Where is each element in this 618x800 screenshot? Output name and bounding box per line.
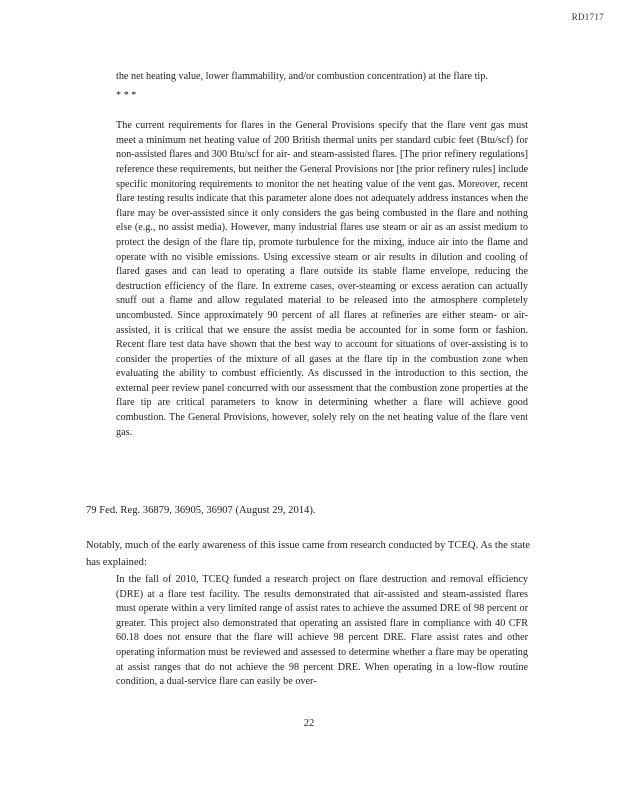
document-code: RD1717 xyxy=(571,12,604,22)
page-number: 22 xyxy=(303,718,315,729)
quote-paragraph-tceq: In the fall of 2010, TCEQ funded a research project on flare destruction and removal efficiency (DRE) at a flare test facility. The results demonstrated that air-assisted and steam-assisted flares must operate within a very limited range of assist rates to achieve the assumed DRE of 98 percent or greater. This project also demonstrated that operating an assisted flare in compliance with 40 CFR 60.18 does not ensure that the flare will achieve 98 percent DRE. Flare assist rates and other operating information must be reviewed and assessed to determine whether a flare may be operating at assist ranges that do not achieve the 98 percent DRE. When operating in a low-flow routine condition, a dual-service flare can easily be over- xyxy=(116,574,528,688)
quote-continuation: the net heating value, lower flammability, and/or combustion concentration) at the flare tip. xyxy=(116,71,488,82)
block-quote-bottom xyxy=(116,573,528,690)
quote-paragraph: The current requirements for flares in the General Provisions specify that the flare vent gas must meet a minimum net heating value of 200 British thermal units per standard cubic feet (Btu/scf) for non-assisted flares and 300 Btu/scf for air- and steam-assisted flares. [The prior refinery regulations] reference these requirements, but neither the General Provisions nor [the prior refinery rules] include specific monitoring requirements to monitor the net heating value of the vent gas. Moreover, recent flare testing results indicate that this parameter alone does not adequately address instances when the flare may be over-assisted since it only considers the gas being combusted in the flare and nothing else (e.g., no assist media). However, many industrial flares use steam or air as an assist medium to protect the design of the flare tip, promote turbulence for the mixing, induce air into the flame and operate with no visible emissions. Using excessive steam or air results in dilution and cooling of flared gases and can lead to operating a flare outside its stable flame envelope, reducing the destruction efficiency of the flare. In extreme cases, over-steaming or excess aeration can actually snuff out a flame and allow regulated material to be released into the atmosphere completely uncombusted. Since approximately 90 percent of all flares at refineries are either steam- or air-assisted, it is critical that we ensure the assist media be accounted for in some form or fashion. Recent flare test data have shown that the best way to account for situations of over-assisting is to consider the properties of the mixture of all gases at the flare tip in the combustion zone when evaluating the ability to combust efficiently. As discussed in the introduction to this section, the external peer review panel concurred with our assessment that the combustion zone properties at the flare tip are critical parameters to know in determining whether a flare will achieve good combustion. The General Provisions, however, solely rely on the net heating value of the flare vent gas. xyxy=(116,120,528,438)
block-quote-top xyxy=(116,70,528,440)
lead-paragraph: Notably, much of the early awareness of this issue came from research conducted by TCEQ. As the state has explained: xyxy=(86,540,530,568)
federal-register-citation: 79 Fed. Reg. 36879, 36905, 36907 (August 29, 2014). xyxy=(86,505,316,516)
quote-ellipsis: * * * xyxy=(116,89,137,101)
